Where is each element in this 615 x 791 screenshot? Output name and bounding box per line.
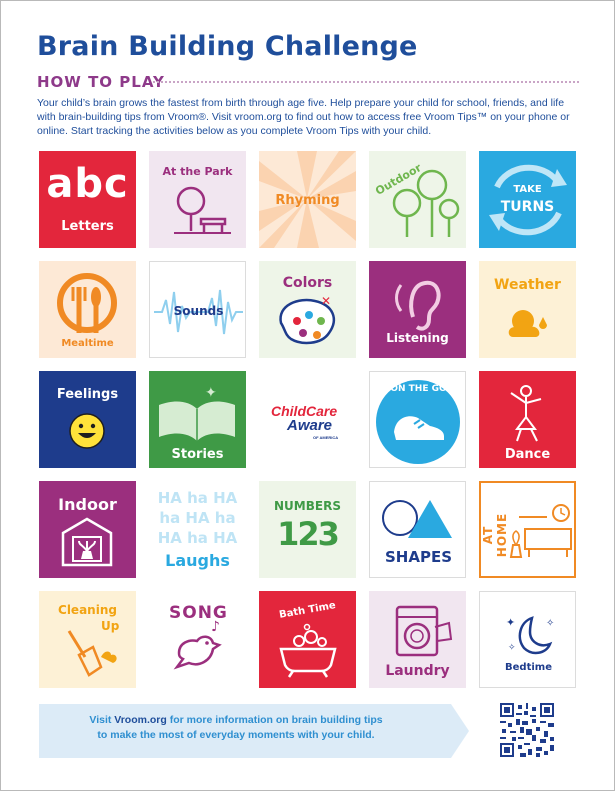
paint-palette-icon xyxy=(259,261,356,358)
tile-rhyming-label: Rhyming xyxy=(275,193,340,208)
tile-turns-line1: TAKE xyxy=(513,184,542,195)
tile-stories xyxy=(149,371,246,468)
tile-stories-label: Stories xyxy=(171,447,224,462)
tile-indoor xyxy=(39,481,136,578)
section-heading: HOW TO PLAY xyxy=(37,73,165,91)
tile-weather xyxy=(479,261,576,358)
tile-indoor-label: Indoor xyxy=(58,495,117,514)
tile-turns-line2: TURNS xyxy=(500,199,555,215)
tile-outdoor xyxy=(369,151,466,248)
laughs-row1: HA ha HA xyxy=(157,489,238,507)
letters-abc: abc xyxy=(46,161,129,207)
tile-song-label: SONG xyxy=(169,603,228,623)
tile-cleaning-line2: Up xyxy=(101,619,120,633)
tile-sounds-label: Sounds xyxy=(173,304,224,318)
tile-mealtime xyxy=(39,261,136,358)
broom-icon xyxy=(39,591,136,688)
footer-suffix: for more information on brain building tips xyxy=(166,714,383,726)
svg-text:✕: ✕ xyxy=(321,294,332,308)
tile-outdoor-label: Outdoor xyxy=(373,161,424,198)
laughs-row3: HA ha HA xyxy=(157,529,238,547)
trees-icon xyxy=(369,151,466,248)
tile-song xyxy=(149,591,246,688)
house-plant-icon xyxy=(39,481,136,578)
tile-bedtime xyxy=(479,591,576,688)
logo-line2: Aware xyxy=(287,417,333,434)
tile-bath-time xyxy=(259,591,356,688)
smiley-face-icon xyxy=(39,371,136,468)
tile-letters xyxy=(39,151,136,248)
page-title: Brain Building Challenge xyxy=(37,31,418,62)
intro-paragraph: Your child’s brain grows the fastest from birth through age five. Help prepare your child for school, friends, and life with brain-building tips from Vroom®. Visit vroom.org to find out how to access free Vroom Tips™ on your phone or online. Start tracking the activities below as you complete Vroom Tips with your child. xyxy=(37,97,570,137)
tile-weather-label: Weather xyxy=(494,277,561,293)
svg-text:♪: ♪ xyxy=(211,619,220,635)
sun-cloud-icon xyxy=(479,261,576,358)
living-room-icon xyxy=(481,483,576,578)
footer-line2: to make the most of everyday moments with your child. xyxy=(97,729,375,741)
tile-sounds xyxy=(149,261,246,358)
tile-listening-label: Listening xyxy=(386,331,449,345)
svg-text:✧: ✧ xyxy=(508,643,516,653)
tile-bedtime-label: Bedtime xyxy=(505,662,552,673)
logo-line1: ChildCare xyxy=(271,403,338,419)
tile-cleaning-line1: Cleaning xyxy=(58,603,117,617)
tile-rhyming xyxy=(259,151,356,248)
tile-athome-label: AT HOME xyxy=(481,512,509,558)
tile-listening xyxy=(369,261,466,358)
tile-at-home xyxy=(479,481,576,578)
tile-letters-label: Letters xyxy=(61,219,114,234)
tile-park-label: At the Park xyxy=(162,165,233,178)
tile-feelings-label: Feelings xyxy=(56,387,119,402)
park-tree-bench-icon xyxy=(149,151,246,248)
tile-shapes xyxy=(369,481,466,578)
tile-cleaning-up xyxy=(39,591,136,688)
dotted-divider xyxy=(153,81,579,83)
tile-at-the-park xyxy=(149,151,246,248)
tile-laundry xyxy=(369,591,466,688)
moon-stars-icon xyxy=(480,592,576,688)
numbers-digits: 123 xyxy=(277,515,338,553)
bathtub-icon xyxy=(259,591,356,688)
svg-text:✦: ✦ xyxy=(506,616,516,629)
tile-laughs-label: Laughs xyxy=(165,551,230,570)
tile-childcare-aware-logo xyxy=(259,371,356,468)
tile-colors xyxy=(259,261,356,358)
logo-line3: OF AMERICA xyxy=(313,435,339,440)
footer-message xyxy=(71,713,401,743)
tile-dance-label: Dance xyxy=(504,447,551,462)
qr-code-icon[interactable] xyxy=(500,703,554,757)
tile-take-turns xyxy=(479,151,576,248)
tile-numbers xyxy=(259,481,356,578)
tile-onthego-label: ON THE GO xyxy=(390,384,447,394)
svg-text:✦: ✦ xyxy=(205,385,217,401)
footer-prefix: Visit xyxy=(89,714,115,726)
tile-bathtime-label: Bath Time xyxy=(278,600,337,621)
bird-music-icon xyxy=(149,591,246,688)
tile-colors-label: Colors xyxy=(282,275,333,291)
svg-text:✧: ✧ xyxy=(546,618,555,629)
tile-mealtime-label: Mealtime xyxy=(61,338,114,349)
tile-laughs xyxy=(149,481,246,578)
footer-link[interactable]: Vroom.org xyxy=(114,714,167,726)
tile-numbers-label: NUMBERS xyxy=(274,499,341,513)
laughs-row2: ha HA ha xyxy=(159,509,236,527)
tile-feelings xyxy=(39,371,136,468)
tile-on-the-go xyxy=(369,371,466,468)
tile-laundry-label: Laundry xyxy=(385,663,450,679)
tile-shapes-label: SHAPES xyxy=(384,548,452,566)
tile-dance xyxy=(479,371,576,468)
